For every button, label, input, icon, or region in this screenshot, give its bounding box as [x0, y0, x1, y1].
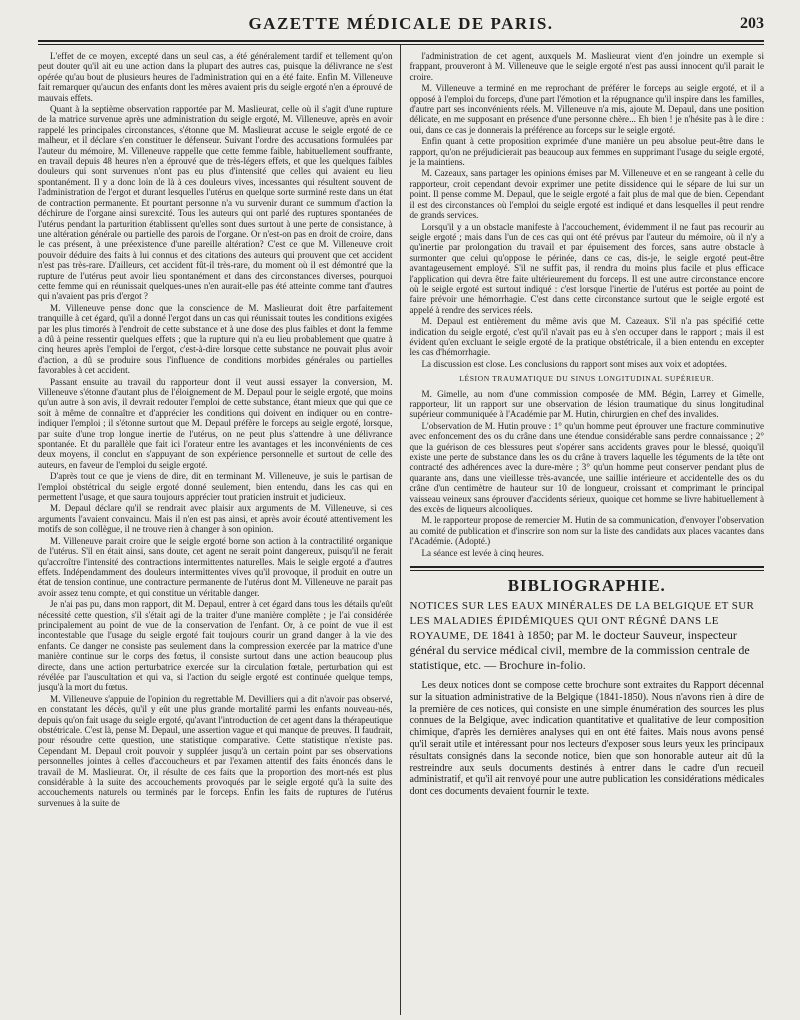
right-column	[400, 45, 765, 1015]
paragraph: D'après tout ce que je viens de dire, dit en terminant M. Villeneuve, je suis le partisan de l'emploi obstétrical du seigle ergoté donné seulement, bien entendu, dans les cas qui en permettent l'usage, et que saura toujours apprécier tout praticien instruit et judicieux.	[38, 471, 393, 503]
section-subheading: LÉSION TRAUMATIQUE DU SINUS LONGITUDINAL SUPÉRIEUR.	[459, 374, 715, 384]
paragraph: Lorsqu'il y a un obstacle manifeste à l'accouchement, évidemment il ne faut pas recourir au seigle ergoté ; mais dans l'un de ces cas qui ont été prévus par l'auteur du mémoire, où il n'y a qu'inertie par prolongation du travail et par épuisement des forces, sans autre obstacle à surmonter que celui qu'oppose le périnée, dans ce cas, dis-je, le seigle ergoté peut-être avantageusement employé. S'il ne suffit pas, il rendra du moins plus facile et plus efficace l'application qui devra être faite ultérieurement du forceps. Il est une autre circonstance encore où le seigle ergoté est surtout indiqué : c'est lorsque l'inertie de l'utérus est portée au point de faire prévoir une hémorrhagie. C'est dans cette circonstance surtout que le seigle ergoté est appelé à rendre des services réels.	[409, 221, 764, 315]
paragraph: M. Depaul est entièrement du même avis que M. Cazeaux. S'il n'a pas spécifié cette indication du seigle ergoté, c'est qu'il n'avait pas eu à s'en occuper dans le rapport ; mais il est évident qu'en excluant le seigle ergoté de la pratique obstétricale, il a bien entendu en excepter les cas d'hémorrhagie.	[409, 316, 764, 358]
section-rule	[410, 566, 765, 571]
paragraph: M. Cazeaux, sans partager les opinions émises par M. Villeneuve et en se rangeant à celle du rapporteur, croit cependant devoir exprimer une petite dissidence qui le sépare de lui sur un point. Il pense comme M. Depaul, que le seigle ergoté a fait plus de mal que de bien. Cependant il est des circonstances où l'emploi du seigle ergoté est indiqué et dans lesquelles il peut rendre de grands services.	[409, 168, 764, 221]
paragraph: M. le rapporteur propose de remercier M. Hutin de sa communication, d'envoyer l'observation au comité de publication et d'inscrire son nom sur la liste des candidats aux places vacantes dans l'Académie. (Adopté.)	[409, 515, 764, 547]
notice-title	[410, 598, 765, 672]
paragraph: Je n'ai pas pu, dans mon rapport, dit M. Depaul, entrer à cet égard dans tous les détails qu'eût nécessité cette question, s'il s'était agi de la traiter d'une manière complète ; je l'ai considérée principalement au point de vue de la conservation de l'enfant. Or, à ce point de vue il est incontestable que l'usage du seigle ergoté fait toujours courir un grand danger à la vie des enfants. Ce danger ne consiste pas seulement dans la compression exercée par la matrice d'une manière continue sur le corps des fœtus, il consiste surtout dans une action beaucoup plus directe, dans une action perturbatrice exercée sur la circulation fœtale, perturbation qui est révélée par l'auscultation et qui va, si l'action du seigle ergoté est continuée quelque temps, jusqu'à la mort du fœtus.	[38, 599, 393, 693]
left-column	[38, 45, 400, 1015]
paragraph: La séance est levée à cinq heures.	[421, 547, 544, 558]
paragraph: M. Villeneuve parait croire que le seigle ergoté borne son action à la contractilité organique de l'utérus. S'il en était ainsi, sans doute, cet agent ne serait point dangereux, puisqu'il ne ferait qu'accroître l'intensité des contractions intermittentes naturelles. Mais le seigle ergoté a d'autres effets. Indépendamment des douleurs intermittentes vives qu'il provoque, il produit en outre un état de tension continue, une contracture permanente de l'utérus dont M. Villeneuve ne parait pas avoir assez tenu compte, et qui constitue un véritable danger.	[38, 535, 393, 598]
paragraph: M. Villeneuve a terminé en me reprochant de préférer le forceps au seigle ergoté, et il a opposé à l'emploi du forceps, d'une part l'émotion et la répugnance qu'il inspire dans les familles, d'autre part ses inconvénients réels. M. Villeneuve n'a mis, ajoute M. Depaul, dans une position délicate, en me supposant en présence d'une personne chère... Eh bien ! je n'hésite pas à le dire : oui, dans ce cas je donnerais la préférence au forceps sur le seigle ergoté.	[409, 83, 764, 135]
notice-title-caps: NOTICES SUR LES EAUX MINÉRALES DE LA BELGIQUE ET SUR LES MALADIES ÉPIDÉMIQUES QUI ONT RÉGNÉ DANS LE ROYAUME, DE	[409, 599, 755, 643]
page-header	[38, 12, 764, 36]
paragraph: M. Villeneuve s'appuie de l'opinion du regrettable M. Devilliers qui a dit n'avoir pas observé, en constatant les décès, qu'il y eût une plus grande mortalité parmi les enfants nouveau-nés, depuis qu'on fait usage du seigle ergoté, qu'avant l'introduction de cet agent dans la thérapeutique obstétricale. C'est là, pense M. Depaul, une assertion vague et qui manque de preuves. Il faudrait, pour résoudre cette question, une statistique comparative. Cette statistique n'existe pas. Cependant M. Depaul croit pouvoir y suppléer jusqu'à un certain point par ses observations personnelles jointes à celles d'accoucheurs et par l'examen attentif des faits énoncés dans le travail de M. Maslieurat. Or, il résulte de ces faits que la proportion des mort-nés est plus considérable à la suite des accouchements provoqués par le seigle ergoté qu'à la suite des accouchements naturels ou terminés par le forceps. Enfin les faits de ruptures de l'utérus survenues à la suite de	[38, 693, 393, 808]
paragraph: La discussion est close. Les conclusions du rapport sont mises aux voix et adoptées.	[421, 358, 727, 369]
paragraph: Quant à la septième observation rapportée par M. Maslieurat, celle où il s'agit d'une rupture de la matrice survenue après une administration du seigle ergoté, M. Villeneuve, après en avoir rappelé les principales circonstances, s'étonne que M. Maslieurat accuse le seigle ergoté de ce malheur, et il déclare s'en constituer le défenseur. Suivant l'ordre des accusations formulées par l'auteur du mémoire, M. Villeneuve rappelle que cette femme faible, habituellement souffrante, en travail depuis 48 heures n'en a éprouvé que de très-légers effets, et que les quelques faibles douleurs qui sont survenues n'ont pas eu plus d'intensité que celles qui avaient eu lieu spontanément. Il y a donc loin de là à ces douleurs vives, incessantes qui résultent souvent de l'administration de l'ergot et durant lesquelles l'utérus en quelque sorte surminé reste dans un état de contraction permanente. Et pourtant personne n'a vu survenir durant ce summum d'action la déchirure de l'organe ainsi surexcité. Tous les auteurs qui ont parlé des ruptures spontanées de l'utérus pendant la parturition établissent qu'elles sont dues surtout à une perte de consistance, à une altération générale ou partielle des parois de l'organe. Or n'est-on pas en droit de croire, dans le cas présent, à une préexistence d'une pareille altération? C'est ce que M. Villeneuve croit pouvoir déduire des faits à lui connus et des citations des auteurs qui prouvent que cet accident n'est pas très-rare. D'ailleurs, cet accident fût-il très-rare, du moment où il est démontré que la rupture de l'utérus peut avoir lieu spontanément et dans des circonstances diverses, pourquoi cette femme qui en réunissait quelques-unes n'en aurait-elle pas été atteinte comme tant d'autres qui n'avaient pas pris d'ergot ?	[38, 104, 393, 302]
bibliography-heading: BIBLIOGRAPHIE.	[507, 576, 666, 596]
paragraph: l'administration de cet agent, auxquels M. Maslieurat vient d'en joindre un exemple si frappant, prouveront à M. Villeneuve que le seigle ergoté n'est pas aussi innocent qu'il parait le croire.	[409, 51, 764, 82]
paragraph: Enfin quant à cette proposition exprimée d'une manière un peu absolue peut-être dans le rapport, qu'on ne préjudicierait pas beaucoup aux femmes en supprimant l'usage du seigle ergoté, je la maintiens.	[409, 136, 764, 168]
two-column-body	[38, 45, 764, 1015]
notice-title-rest: 1841 à 1850; par M. le docteur Sauveur, inspecteur général du service médical civil, membre de la commission centrale de statistique, etc. — Brochure in-folio.	[409, 628, 750, 672]
paragraph: Les deux notices dont se compose cette brochure sont extraites du Rapport décennal sur la situation administrative de la Belgique (1841-1850). Nous n'avons rien à dire de la première de ces notices, qui consiste en une simple énumération des sources les plus connues de la Belgique, avec indication quantitative et qualitative de leur composition chimique, d'après les dernières analyses qui en ont été faites. Mais nous avons pensé qu'il serait utile et intéressant pour nos lecteurs d'exposer sous leurs yeux les principaux résultats consignés dans la seconde notice, bien que son honorable auteur ait dû la restreindre aux seuls documents destinés à entrer dans le cadre d'un recueil administratif, et qu'il ait renvoyé pour une autre publication les considérations médicales dont ces documents devaient fournir le texte.	[409, 679, 764, 798]
page-number: 203	[740, 15, 764, 32]
paragraph: Passant ensuite au travail du rapporteur dont il veut aussi essayer la conversion, M. Villeneuve s'étonne d'autant plus de l'éloignement de M. Depaul pour le seigle ergoté, que moins qu'un autre à son avis, il devrait redouter l'emploi de cette substance, étant mieux que qui que ce soit à même de connaître et d'apprécier les conditions qui doivent en indiquer ou en contre-indiquer l'emploi ; il s'étonne surtout que M. Depaul préfère le forceps au seigle ergoté, lorsque, par suite d'une trop longue inertie de l'utérus, on ne peut plus s'attendre à une délivrance spontanée. Et du parallèle que fait ici l'orateur entre les avantages et les inconvénients de ces deux moyens, il conclut en s'appuyant de son expérience personnelle et surtout de celle des auteurs, en faveur de l'emploi du seigle ergoté.	[38, 376, 393, 470]
paragraph: L'observation de M. Hutin prouve : 1° qu'un homme peut éprouver une fracture comminutive avec enfoncement des os du crâne dans une étendue considérable sans perdre connaissance ; 2° que la guérison de ces blessures peut s'opérer sans accidents graves pour le blessé, quoiqu'il existe une perte de substance dans les os du crâne à travers laquelle les téguments de la tête ont contracté des adhérences avec la dure-mère ; 3° qu'un homme peut conserver pendant plus de quarante ans, dans une vieillesse très-avancée, une saillie intérieure et accidentelle des os du crâne d'un centimètre de hauteur sur 10 de longueur, croissant et comprimant le principal vaisseau veineux sans éprouver d'accidents sérieux, quoique cet homme se livre habituellement à des excès de liqueurs alcooliques.	[409, 420, 764, 515]
paragraph: L'effet de ce moyen, excepté dans un seul cas, a été généralement tardif et tellement qu'on peut douter qu'il ait eu une action dans la plupart des autres cas, puisque la délivrance ne s'est opérée qu'au bout de plusieurs heures de l'administration qui en a été faite. Enfin M. Villeneuve fait remarquer qu'aucun des enfants dont les mères avaient pris du seigle ergoté n'en a éprouvé de mauvais effets.	[38, 51, 393, 103]
paragraph: M. Villeneuve pense donc que la conscience de M. Maslieurat doit être parfaitement tranquille à cet égard, qu'il a donné l'ergot dans un cas qui réunissait toutes les conditions exigées par les plus timorés à l'endroit de cette substance et à une dose des plus faibles et dont la femme a dû à peine ressentir quelques effets ; que la rupture qui n'a eu lieu probablement que quatre à cinq heures après l'emploi de l'ergot, c'est-à-dire lorsque cette substance ne pouvait plus avoir d'action, a dû se produire sous l'influence de conditions morbides générales ou partielles favorables à cet accident.	[38, 302, 393, 376]
journal-title: GAZETTE MÉDICALE DE PARIS.	[248, 14, 554, 33]
paragraph: M. Depaul déclare qu'il se rendrait avec plaisir aux arguments de M. Villeneuve, si ces arguments l'avaient convaincu. Mais il n'en est pas ainsi, et après avoir écouté attentivement les motifs de son collègue, il ne trouve rien à changer à son opinion.	[38, 503, 393, 535]
paragraph: M. Gimelle, au nom d'une commission composée de MM. Bégin, Larrey et Gimelle, rapporteur, lit un rapport sur une observation de lésion traumatique du sinus longitudinal supérieur communiquée à l'Académie par M. Hutin, chirurgien en chef des invalides.	[409, 388, 764, 420]
